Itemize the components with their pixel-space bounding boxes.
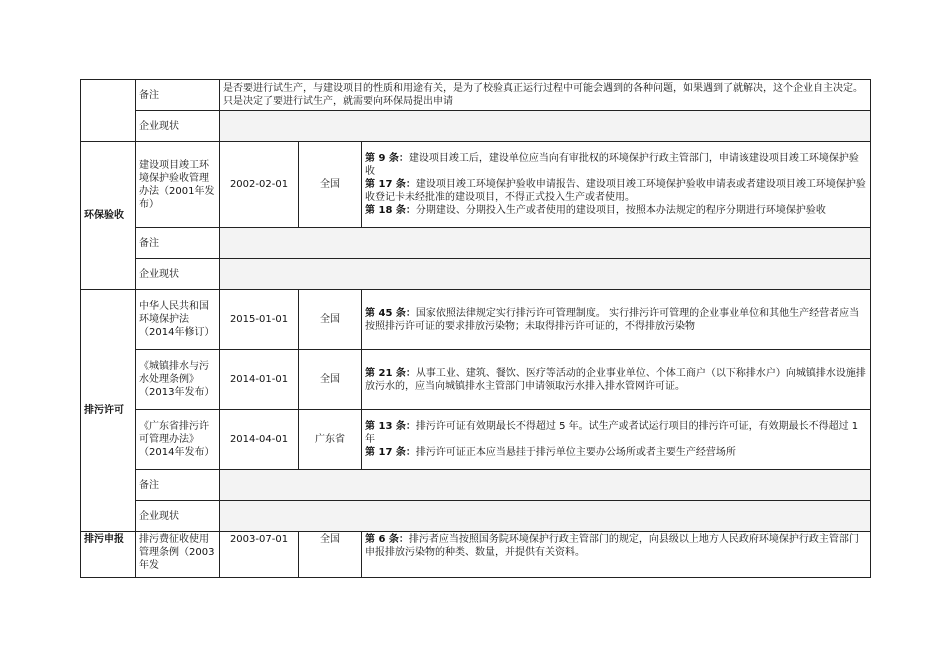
table-row [81, 410, 871, 470]
table-row [81, 142, 871, 228]
scope: 广东省 [299, 410, 362, 470]
category-cell [81, 80, 136, 142]
table-row [81, 111, 871, 142]
effective-date: 2014-04-01 [220, 410, 299, 470]
table-row [81, 532, 871, 578]
remark-value [220, 470, 871, 501]
category-label: 排污许可 [81, 290, 136, 532]
category-label: 环保验收 [81, 142, 136, 290]
article-number: 第 13 条： [365, 421, 416, 432]
regulation-table [80, 79, 871, 578]
table-row [81, 80, 871, 111]
law-name: 排污费征收使用管理条例（2003年发 [136, 532, 220, 578]
article-body: 排污许可证正本应当悬挂于排污单位主要办公场所或者主要生产经营场所 [415, 447, 736, 458]
article-number: 第 18 条： [365, 205, 416, 216]
remark-label: 备注 [136, 228, 220, 259]
effective-date: 2003-07-01 [220, 532, 299, 578]
article-number: 第 6 条： [365, 534, 409, 545]
remark-text: 是否要进行试生产，与建设项目的性质和用途有关，是为了校验真正运行过程中可能会遇到的各种问题，如果遇到了就解决，这个企业自主决定。只是决定了要进行试生产，就需要向环保局提出申请 [220, 80, 871, 111]
article-body: 国家依照法律规定实行排污许可管理制度。 实行排污许可管理的企业事业单位和其他生产经营者应当按照排污许可证的要求排放污染物；未取得排污许可证的，不得排放污染物 [365, 307, 860, 332]
table-row [81, 501, 871, 532]
article-text [362, 290, 871, 350]
article-body: 建设项目竣工后，建设单位应当向有审批权的环境保护行政主管部门，申请该建设项目竣工环境保护验收 [365, 153, 859, 177]
table-row [81, 259, 871, 290]
status-label: 企业现状 [136, 111, 220, 142]
article-text [362, 410, 871, 470]
effective-date: 2015-01-01 [220, 290, 299, 350]
article-text [362, 350, 871, 410]
law-name: 《城镇排水与污水处理条例》（2013年发布） [136, 350, 220, 410]
article-body: 分期建设、分期投入生产或者使用的建设项目，按照本办法规定的程序分期进行环境保护验收 [415, 205, 826, 216]
status-value [220, 259, 871, 290]
article-text [362, 532, 871, 578]
category-label: 排污申报 [81, 532, 136, 578]
effective-date: 2002-02-01 [220, 142, 299, 228]
article-number: 第 17 条： [365, 179, 416, 190]
article-number: 第 9 条： [365, 153, 409, 164]
article-number: 第 45 条： [365, 307, 416, 319]
law-name: 《广东省排污许可管理办法》（2014年发布） [136, 410, 220, 470]
scope: 全国 [299, 290, 362, 350]
law-name: 建设项目竣工环境保护验收管理办法（2001年发布） [136, 142, 220, 228]
scope: 全国 [299, 142, 362, 228]
status-label: 企业现状 [136, 501, 220, 532]
article-body: 从事工业、建筑、餐饮、医疗等活动的企业事业单位、个体工商户（以下称排水户）向城镇排水设施排放污水的，应当向城镇排水主管部门申请领取污水排入排水管网许可证。 [365, 367, 866, 392]
article-body: 排污许可证有效期最长不得超过 5 年。试生产或者试运行项目的排污许可证，有效期最长不得超过 1 年 [365, 421, 859, 445]
remark-label: 备注 [136, 80, 220, 111]
article-number: 第 21 条： [365, 367, 416, 379]
table-row [81, 290, 871, 350]
scope: 全国 [299, 532, 362, 578]
status-value [220, 501, 871, 532]
effective-date: 2014-01-01 [220, 350, 299, 410]
article-text [362, 142, 871, 228]
article-body: 建设项目竣工环境保护验收申请报告、建设项目竣工环境保护验收申请表或者建设项目竣工环境保护验收登记卡未经批准的建设项目，不得正式投入生产或者使用。 [365, 179, 866, 203]
remark-value [220, 228, 871, 259]
article-body: 排污者应当按照国务院环境保护行政主管部门的规定，向县级以上地方人民政府环境保护行政主管部门申报排放污染物的种类、数量，并提供有关资料。 [365, 534, 859, 558]
table-row [81, 470, 871, 501]
table-row [81, 228, 871, 259]
scope: 全国 [299, 350, 362, 410]
table-row [81, 350, 871, 410]
status-value [220, 111, 871, 142]
article-number: 第 17 条： [365, 447, 416, 458]
remark-label: 备注 [136, 470, 220, 501]
law-name: 中华人民共和国环境保护法（2014年修订） [136, 290, 220, 350]
status-label: 企业现状 [136, 259, 220, 290]
